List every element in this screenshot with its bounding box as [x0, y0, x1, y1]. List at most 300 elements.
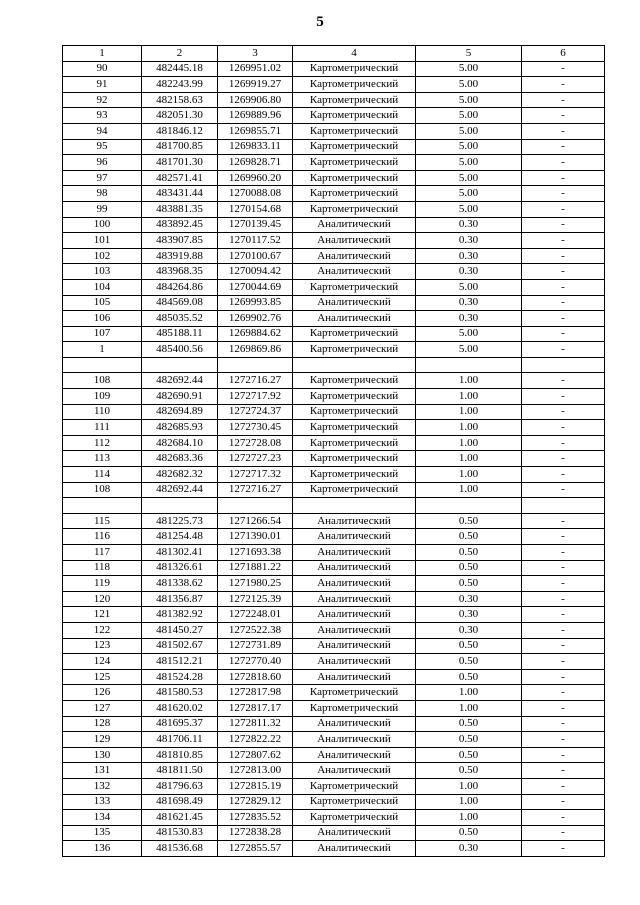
table-cell: 482683.36: [142, 451, 218, 467]
table-cell: 0.50: [416, 763, 522, 779]
table-row: [63, 513, 605, 529]
table-cell: -: [522, 248, 605, 264]
table-cell: 1270154.68: [218, 201, 293, 217]
table-cell: 1269919.27: [218, 77, 293, 93]
table-cell: 0.50: [416, 669, 522, 685]
table-cell: -: [522, 841, 605, 857]
table-cell: 128: [63, 716, 142, 732]
table-cell: 93: [63, 108, 142, 124]
table-cell: 0.30: [416, 217, 522, 233]
table-cell: 482694.89: [142, 404, 218, 420]
table-cell: 92: [63, 92, 142, 108]
table-cell: 110: [63, 404, 142, 420]
table-cell: 1272770.40: [218, 654, 293, 670]
table-row: [63, 825, 605, 841]
table-cell: 129: [63, 732, 142, 748]
table-cell: 1272717.32: [218, 467, 293, 483]
table-cell: 482690.91: [142, 389, 218, 405]
table-cell: -: [522, 576, 605, 592]
table-cell: 90: [63, 61, 142, 77]
table-row: [63, 669, 605, 685]
table-cell: 482684.10: [142, 435, 218, 451]
table-cell: -: [522, 326, 605, 342]
table-cell: -: [522, 763, 605, 779]
table-cell: Аналитический: [293, 747, 416, 763]
table-cell: 1271266.54: [218, 513, 293, 529]
table-cell: 481701.30: [142, 155, 218, 171]
table-cell: Картометрический: [293, 810, 416, 826]
table-row: [63, 841, 605, 857]
table-cell: 1.00: [416, 420, 522, 436]
table-cell: 0.30: [416, 841, 522, 857]
table-cell: 0.50: [416, 732, 522, 748]
table-cell: Аналитический: [293, 217, 416, 233]
table-cell: 117: [63, 545, 142, 561]
table-cell: Картометрический: [293, 373, 416, 389]
table-cell: 5.00: [416, 170, 522, 186]
table-cell: 1272811.32: [218, 716, 293, 732]
table-cell: 1.00: [416, 389, 522, 405]
table-cell: 5.00: [416, 201, 522, 217]
table-row: [63, 155, 605, 171]
table-row: [63, 92, 605, 108]
table-cell: 483892.45: [142, 217, 218, 233]
table-cell: [293, 357, 416, 373]
table-cell: 1270139.45: [218, 217, 293, 233]
table-cell: 1269889.96: [218, 108, 293, 124]
table-cell: 485400.56: [142, 342, 218, 358]
table-cell: Аналитический: [293, 311, 416, 327]
table-cell: 481450.27: [142, 622, 218, 638]
table-cell: Аналитический: [293, 529, 416, 545]
table-cell: 0.50: [416, 529, 522, 545]
table-row: [63, 794, 605, 810]
table-cell: 1272813.00: [218, 763, 293, 779]
table-cell: -: [522, 607, 605, 623]
table-cell: 481698.49: [142, 794, 218, 810]
table-cell: 1272728.08: [218, 435, 293, 451]
table-cell: 1270088.08: [218, 186, 293, 202]
column-header: 4: [293, 46, 416, 62]
table-cell: Картометрический: [293, 155, 416, 171]
column-header: 1: [63, 46, 142, 62]
table-cell: 481524.28: [142, 669, 218, 685]
table-cell: 1269993.85: [218, 295, 293, 311]
table-cell: 99: [63, 201, 142, 217]
table-row: [63, 529, 605, 545]
table-cell: -: [522, 545, 605, 561]
table-cell: 114: [63, 467, 142, 483]
table-row: [63, 123, 605, 139]
table-cell: 1269960.20: [218, 170, 293, 186]
table-cell: -: [522, 560, 605, 576]
table-row: [63, 607, 605, 623]
table-cell: 1270100.67: [218, 248, 293, 264]
table-cell: Аналитический: [293, 591, 416, 607]
table-cell: Картометрический: [293, 139, 416, 155]
table-cell: 1272716.27: [218, 482, 293, 498]
table-cell: 0.50: [416, 747, 522, 763]
table-cell: -: [522, 311, 605, 327]
table-cell: 485035.52: [142, 311, 218, 327]
table-cell: -: [522, 622, 605, 638]
table-cell: 5.00: [416, 279, 522, 295]
table-cell: 0.30: [416, 591, 522, 607]
table-cell: -: [522, 513, 605, 529]
table-cell: 126: [63, 685, 142, 701]
table-cell: 118: [63, 560, 142, 576]
table-cell: 1272855.57: [218, 841, 293, 857]
table-cell: -: [522, 389, 605, 405]
table-cell: -: [522, 279, 605, 295]
table-cell: 1272807.62: [218, 747, 293, 763]
table-cell: Картометрический: [293, 108, 416, 124]
table-header-row: [63, 46, 605, 62]
table-cell: -: [522, 404, 605, 420]
table-cell: 0.30: [416, 607, 522, 623]
table-cell: 1270117.52: [218, 233, 293, 249]
table-cell: Картометрический: [293, 482, 416, 498]
table-cell: Картометрический: [293, 389, 416, 405]
table-cell: Картометрический: [293, 170, 416, 186]
table-cell: 95: [63, 139, 142, 155]
table-cell: -: [522, 295, 605, 311]
table-cell: 0.30: [416, 311, 522, 327]
table-cell: 0.30: [416, 248, 522, 264]
table-cell: [522, 498, 605, 514]
table-cell: -: [522, 747, 605, 763]
table-cell: 1272835.52: [218, 810, 293, 826]
table-cell: -: [522, 342, 605, 358]
table-cell: Аналитический: [293, 264, 416, 280]
table-cell: 481356.87: [142, 591, 218, 607]
table-cell: Картометрический: [293, 794, 416, 810]
table-cell: Аналитический: [293, 607, 416, 623]
table-cell: 1272731.89: [218, 638, 293, 654]
table-cell: Картометрический: [293, 77, 416, 93]
table-cell: 481338.62: [142, 576, 218, 592]
table-cell: 5.00: [416, 123, 522, 139]
table-cell: [63, 357, 142, 373]
table-cell: Аналитический: [293, 669, 416, 685]
table-cell: 125: [63, 669, 142, 685]
table-cell: Картометрический: [293, 61, 416, 77]
table-cell: 135: [63, 825, 142, 841]
table-cell: 1.00: [416, 700, 522, 716]
table-cell: 481254.48: [142, 529, 218, 545]
table-cell: 481326.61: [142, 560, 218, 576]
table-cell: -: [522, 92, 605, 108]
column-header: 2: [142, 46, 218, 62]
table-row: [63, 326, 605, 342]
table-cell: 130: [63, 747, 142, 763]
table-cell: 1269833.11: [218, 139, 293, 155]
table-cell: 1.00: [416, 373, 522, 389]
table-cell: 481796.63: [142, 778, 218, 794]
table-cell: 481382.92: [142, 607, 218, 623]
table-cell: 136: [63, 841, 142, 857]
table-cell: 5.00: [416, 342, 522, 358]
table-row: [63, 373, 605, 389]
table-cell: 132: [63, 778, 142, 794]
table-cell: -: [522, 420, 605, 436]
table-cell: [142, 357, 218, 373]
table-cell: 1272817.98: [218, 685, 293, 701]
table-row: [63, 545, 605, 561]
table-cell: 115: [63, 513, 142, 529]
table-cell: 481811.50: [142, 763, 218, 779]
table-cell: 102: [63, 248, 142, 264]
table-cell: 1272829.12: [218, 794, 293, 810]
table-cell: 1272730.45: [218, 420, 293, 436]
table-cell: 0.30: [416, 264, 522, 280]
table-cell: 481621.45: [142, 810, 218, 826]
table-cell: -: [522, 108, 605, 124]
table-cell: 101: [63, 233, 142, 249]
table-cell: Аналитический: [293, 841, 416, 857]
table-cell: Аналитический: [293, 576, 416, 592]
table-cell: 112: [63, 435, 142, 451]
column-header: 3: [218, 46, 293, 62]
table-cell: Аналитический: [293, 638, 416, 654]
table-cell: Картометрический: [293, 279, 416, 295]
table-cell: -: [522, 123, 605, 139]
table-cell: 1: [63, 342, 142, 358]
table-row: [63, 576, 605, 592]
table-cell: 483431.44: [142, 186, 218, 202]
table-row: [63, 233, 605, 249]
table-row: [63, 61, 605, 77]
table-cell: -: [522, 155, 605, 171]
table-row: [63, 108, 605, 124]
table-cell: 1272727.23: [218, 451, 293, 467]
table-cell: -: [522, 139, 605, 155]
table-cell: 483968.35: [142, 264, 218, 280]
table-cell: [293, 498, 416, 514]
table-cell: 109: [63, 389, 142, 405]
table-cell: 96: [63, 155, 142, 171]
table-cell: 5.00: [416, 139, 522, 155]
table-cell: 481225.73: [142, 513, 218, 529]
table-cell: 481536.68: [142, 841, 218, 857]
table-cell: 483907.85: [142, 233, 218, 249]
table-cell: 113: [63, 451, 142, 467]
table-row: [63, 622, 605, 638]
table-row: [63, 451, 605, 467]
table-cell: 119: [63, 576, 142, 592]
table-row: [63, 654, 605, 670]
table-row: [63, 279, 605, 295]
table-cell: [63, 498, 142, 514]
table-cell: Аналитический: [293, 732, 416, 748]
table-row: [63, 747, 605, 763]
table-cell: 485188.11: [142, 326, 218, 342]
table-cell: Картометрический: [293, 685, 416, 701]
table-cell: Аналитический: [293, 248, 416, 264]
table-cell: 481846.12: [142, 123, 218, 139]
table-cell: Картометрический: [293, 123, 416, 139]
table-row: [63, 217, 605, 233]
table-row: [63, 591, 605, 607]
table-cell: 481810.85: [142, 747, 218, 763]
table-cell: [218, 357, 293, 373]
table-cell: 481512.21: [142, 654, 218, 670]
table-cell: 481706.11: [142, 732, 218, 748]
table-cell: 105: [63, 295, 142, 311]
table-cell: 108: [63, 373, 142, 389]
table-cell: -: [522, 591, 605, 607]
table-cell: 133: [63, 794, 142, 810]
table-row: [63, 685, 605, 701]
table-cell: Картометрический: [293, 451, 416, 467]
table-cell: 5.00: [416, 155, 522, 171]
table-cell: 1272838.28: [218, 825, 293, 841]
table-cell: 1270094.42: [218, 264, 293, 280]
table-cell: -: [522, 685, 605, 701]
table-cell: 107: [63, 326, 142, 342]
table-cell: 481695.37: [142, 716, 218, 732]
page-number: 5: [316, 14, 324, 30]
table-cell: Картометрический: [293, 186, 416, 202]
table-cell: -: [522, 700, 605, 716]
table-cell: 0.30: [416, 233, 522, 249]
table-cell: 0.30: [416, 622, 522, 638]
table-row: [63, 77, 605, 93]
table-cell: 1269828.71: [218, 155, 293, 171]
table-cell: 134: [63, 810, 142, 826]
table-cell: Аналитический: [293, 295, 416, 311]
table-cell: -: [522, 373, 605, 389]
table-cell: 0.50: [416, 513, 522, 529]
table-cell: Картометрический: [293, 778, 416, 794]
table-cell: Аналитический: [293, 763, 416, 779]
table-cell: Аналитический: [293, 622, 416, 638]
table-cell: -: [522, 825, 605, 841]
table-cell: 482692.44: [142, 482, 218, 498]
table-cell: 1.00: [416, 778, 522, 794]
table-row: [63, 342, 605, 358]
table-cell: 98: [63, 186, 142, 202]
table-cell: Аналитический: [293, 654, 416, 670]
table-cell: 0.50: [416, 716, 522, 732]
table-cell: 481502.67: [142, 638, 218, 654]
table-cell: 483919.88: [142, 248, 218, 264]
table-cell: -: [522, 467, 605, 483]
table-cell: 5.00: [416, 326, 522, 342]
table-cell: 1.00: [416, 794, 522, 810]
table-cell: 104: [63, 279, 142, 295]
table-cell: -: [522, 529, 605, 545]
table-cell: 1272522.38: [218, 622, 293, 638]
table-cell: 482682.32: [142, 467, 218, 483]
table-cell: -: [522, 732, 605, 748]
table-cell: 111: [63, 420, 142, 436]
table-cell: 5.00: [416, 92, 522, 108]
table-row: [63, 700, 605, 716]
table-cell: -: [522, 61, 605, 77]
table-cell: 1272815.19: [218, 778, 293, 794]
table-cell: 121: [63, 607, 142, 623]
table-row: [63, 435, 605, 451]
table-cell: Аналитический: [293, 545, 416, 561]
table-row: [63, 404, 605, 420]
table-cell: -: [522, 233, 605, 249]
table-row: [63, 170, 605, 186]
table-row: [63, 248, 605, 264]
table-cell: Аналитический: [293, 560, 416, 576]
table-cell: 5.00: [416, 77, 522, 93]
table-cell: 5.00: [416, 61, 522, 77]
table-row: [63, 778, 605, 794]
table-cell: 1.00: [416, 810, 522, 826]
table-cell: 1271693.38: [218, 545, 293, 561]
table-cell: 1272125.39: [218, 591, 293, 607]
table-cell: 108: [63, 482, 142, 498]
table-cell: -: [522, 201, 605, 217]
table-cell: -: [522, 435, 605, 451]
table-cell: Картометрический: [293, 404, 416, 420]
table-cell: 0.30: [416, 295, 522, 311]
table-cell: 481620.02: [142, 700, 218, 716]
table-row: [63, 295, 605, 311]
table-cell: 1270044.69: [218, 279, 293, 295]
table-cell: 1.00: [416, 685, 522, 701]
table-cell: Аналитический: [293, 716, 416, 732]
table-cell: 482243.99: [142, 77, 218, 93]
table-cell: Картометрический: [293, 420, 416, 436]
table-cell: 116: [63, 529, 142, 545]
table-cell: 5.00: [416, 186, 522, 202]
table-cell: 481530.83: [142, 825, 218, 841]
table-cell: -: [522, 716, 605, 732]
table-cell: Картометрический: [293, 201, 416, 217]
table-row: [63, 482, 605, 498]
table-cell: -: [522, 810, 605, 826]
table-cell: -: [522, 264, 605, 280]
table-cell: 1272817.17: [218, 700, 293, 716]
table-cell: 1.00: [416, 467, 522, 483]
table-cell: 1.00: [416, 482, 522, 498]
table-row: [63, 139, 605, 155]
table-row: [63, 264, 605, 280]
table-cell: 481580.53: [142, 685, 218, 701]
table-cell: [416, 357, 522, 373]
table-cell: 100: [63, 217, 142, 233]
table-cell: 1271980.25: [218, 576, 293, 592]
table-cell: 1269902.76: [218, 311, 293, 327]
table-cell: 124: [63, 654, 142, 670]
table-cell: 1272822.22: [218, 732, 293, 748]
table-cell: 482158.63: [142, 92, 218, 108]
table-cell: -: [522, 77, 605, 93]
table-cell: 1.00: [416, 435, 522, 451]
column-header: 6: [522, 46, 605, 62]
table-cell: 5.00: [416, 108, 522, 124]
table-body: [63, 61, 605, 856]
table-cell: 1272818.60: [218, 669, 293, 685]
coordinates-table: [62, 45, 605, 857]
table-row: [63, 311, 605, 327]
table-cell: 482571.41: [142, 170, 218, 186]
table-cell: -: [522, 778, 605, 794]
table-cell: 1269906.80: [218, 92, 293, 108]
table-cell: [416, 498, 522, 514]
table-cell: Картометрический: [293, 700, 416, 716]
table-cell: 103: [63, 264, 142, 280]
table-cell: 484569.08: [142, 295, 218, 311]
table-cell: 1269869.86: [218, 342, 293, 358]
table-cell: -: [522, 170, 605, 186]
